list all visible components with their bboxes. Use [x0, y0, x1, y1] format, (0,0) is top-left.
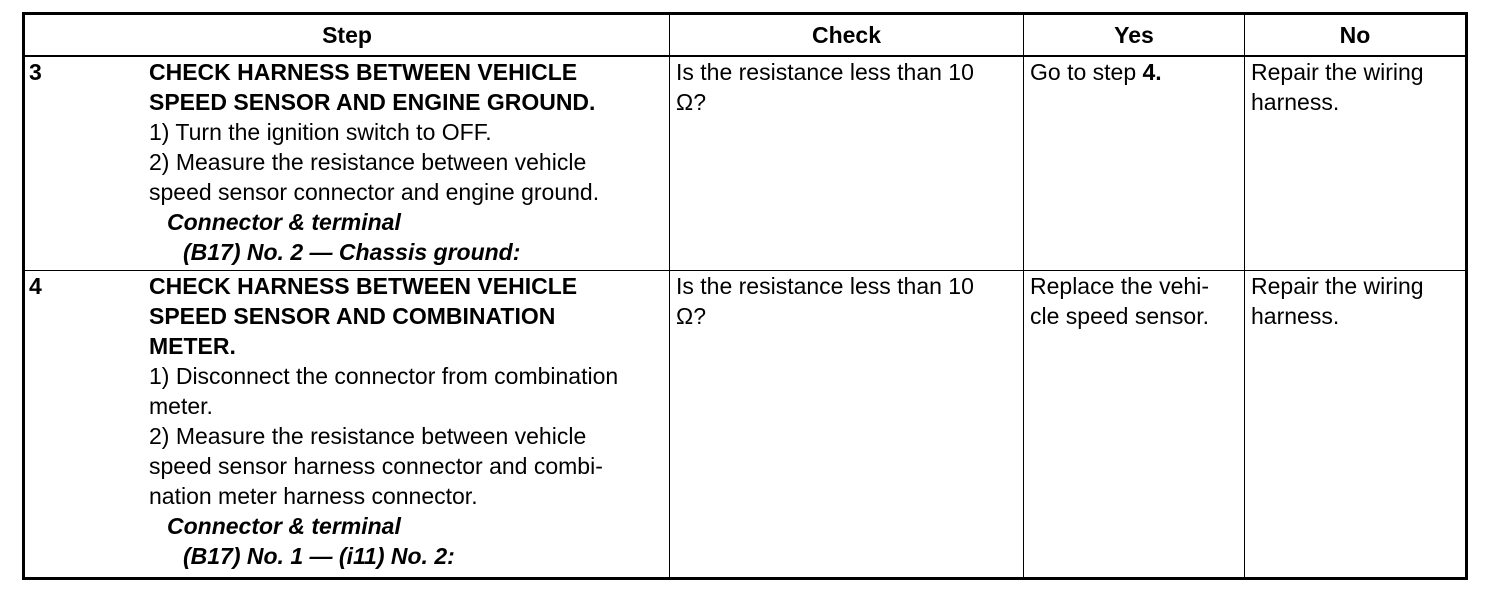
diagnostic-table [22, 12, 1468, 580]
instruction-line: 2) Measure the resistance between vehicle [149, 149, 587, 175]
spec-value: (B17) No. 1 — (i11) No. 2: [183, 543, 455, 569]
step-description [149, 271, 669, 571]
step-cell [24, 271, 670, 579]
instruction-line: meter. [149, 393, 213, 419]
step-description [149, 57, 669, 267]
yes-cell [1024, 56, 1245, 271]
yes-step-ref: 4. [1142, 59, 1162, 85]
instruction-line: speed sensor connector and engine ground. [149, 179, 600, 205]
check-line: Ω? [676, 303, 706, 329]
header-check: Check [670, 14, 1024, 57]
spec-label: Connector & terminal [167, 513, 401, 539]
table-header [24, 14, 1467, 57]
spec-label: Connector & terminal [167, 209, 401, 235]
no-line: Repair the wiring [1251, 59, 1424, 85]
no-line: harness. [1251, 303, 1340, 329]
step-cell [24, 56, 670, 271]
yes-cell [1024, 271, 1245, 579]
header-yes: Yes [1024, 14, 1245, 57]
instruction-line: 2) Measure the resistance between vehicle [149, 423, 587, 449]
yes-prefix: Go to step [1030, 59, 1143, 85]
instruction-line: 1) Disconnect the connector from combination [149, 363, 619, 389]
step-number: 4 [29, 273, 42, 299]
check-line: Is the resistance less than 10 [676, 59, 974, 85]
yes-text [1030, 57, 1239, 87]
no-line: Repair the wiring [1251, 273, 1424, 299]
step-title-line: SPEED SENSOR AND COMBINATION [149, 303, 556, 329]
step-number: 3 [29, 59, 42, 85]
header-no: No [1245, 14, 1467, 57]
step-title-line: CHECK HARNESS BETWEEN VEHICLE [149, 273, 578, 299]
instruction-line: speed sensor harness connector and combi- [149, 453, 603, 479]
header-step: Step [24, 14, 670, 57]
check-cell [670, 271, 1024, 579]
step-title-line: SPEED SENSOR AND ENGINE GROUND. [149, 89, 596, 115]
no-line: harness. [1251, 89, 1340, 115]
no-cell [1245, 56, 1467, 271]
step-title-line: METER. [149, 333, 236, 359]
check-line: Ω? [676, 89, 706, 115]
no-cell [1245, 271, 1467, 579]
yes-line: Replace the vehi- [1030, 273, 1209, 299]
yes-line: cle speed sensor. [1030, 303, 1210, 329]
instruction-line: 1) Turn the ignition switch to OFF. [149, 119, 492, 145]
check-cell [670, 56, 1024, 271]
table-row-step-3 [24, 56, 1467, 271]
header-row [24, 14, 1467, 57]
step-title-line: CHECK HARNESS BETWEEN VEHICLE [149, 59, 578, 85]
check-line: Is the resistance less than 10 [676, 273, 974, 299]
instruction-line: nation meter harness connector. [149, 483, 478, 509]
table-row-step-4 [24, 271, 1467, 579]
spec-value: (B17) No. 2 — Chassis ground: [183, 239, 521, 265]
